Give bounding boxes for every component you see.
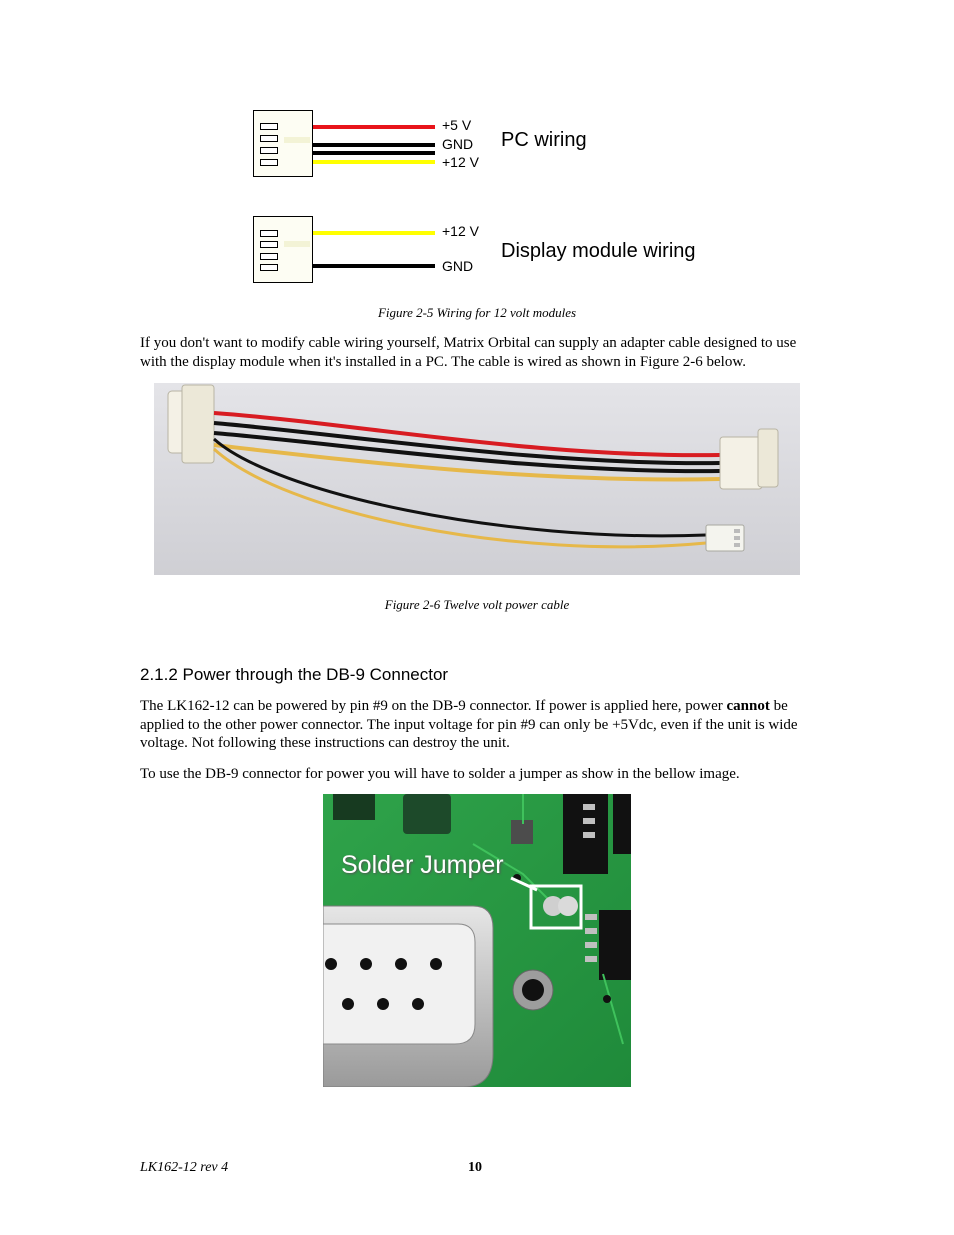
- left-molex-connector: [168, 385, 214, 463]
- intro-paragraph: If you don't want to modify cable wiring yourself, Matrix Orbital can supply an adapter cable designed to use with the display module when it's installed in a PC. The cable is wired as shown in Figure 2-6 below.: [140, 335, 797, 370]
- footer-document-id: LK162-12 rev 4: [140, 1160, 229, 1175]
- module-wiring-title: Display module wiring: [501, 240, 696, 262]
- section-heading: 2.1.2 Power through the DB-9 Connector: [140, 665, 449, 684]
- pc-label-5v: +5 V: [442, 117, 472, 133]
- pc-wire-gnd-2: [313, 151, 435, 155]
- section-paragraph-1: [140, 697, 816, 753]
- module-wire-gnd: [313, 264, 435, 268]
- cable-photo-svg: [154, 383, 800, 575]
- para1-bold-cannot: cannot: [726, 698, 770, 714]
- figure-2-5-wiring-diagram: [0, 0, 954, 300]
- figure-2-5-caption: Figure 2-5 Wiring for 12 volt modules: [377, 305, 577, 320]
- pcb-photo-svg: [323, 794, 631, 1087]
- solder-jumper-label: Solder Jumper: [341, 851, 504, 879]
- para1-text-end: be applied to the other power connector. The input voltage for pin #9 can only be +5Vdc, even if the unit is wide voltage. Not following these instructions can destroy the unit.: [140, 698, 798, 751]
- pc-wire-gnd: [313, 143, 435, 147]
- pc-label-gnd: GND: [442, 136, 474, 152]
- footer-page-number: 10: [468, 1160, 482, 1175]
- pc-wire-5v: [313, 125, 435, 129]
- figure-2-6-caption: Figure 2-6 Twelve volt power cable: [384, 597, 570, 612]
- module-wire-12v: [313, 231, 435, 235]
- small-3pin-connector: [706, 525, 744, 551]
- section-paragraph-2: To use the DB-9 connector for power you will have to solder a jumper as show in the bellow image.: [140, 766, 740, 782]
- pc-label-12v: +12 V: [442, 154, 479, 170]
- para1-text-start: The LK162-12 can be powered by pin #9 on the DB-9 connector. If power is applied here, power: [140, 698, 727, 714]
- module-label-gnd: GND: [442, 258, 474, 274]
- db9-solder-jumper-photo: [323, 794, 631, 1087]
- module-label-12v: +12 V: [442, 223, 479, 239]
- pc-wire-12v: [313, 160, 435, 164]
- figure-2-6-cable-photo: [154, 383, 800, 575]
- pc-wiring-title: PC wiring: [501, 129, 587, 151]
- pc-connector: [253, 110, 313, 177]
- module-connector: [253, 216, 313, 283]
- right-molex-connector: [720, 429, 778, 489]
